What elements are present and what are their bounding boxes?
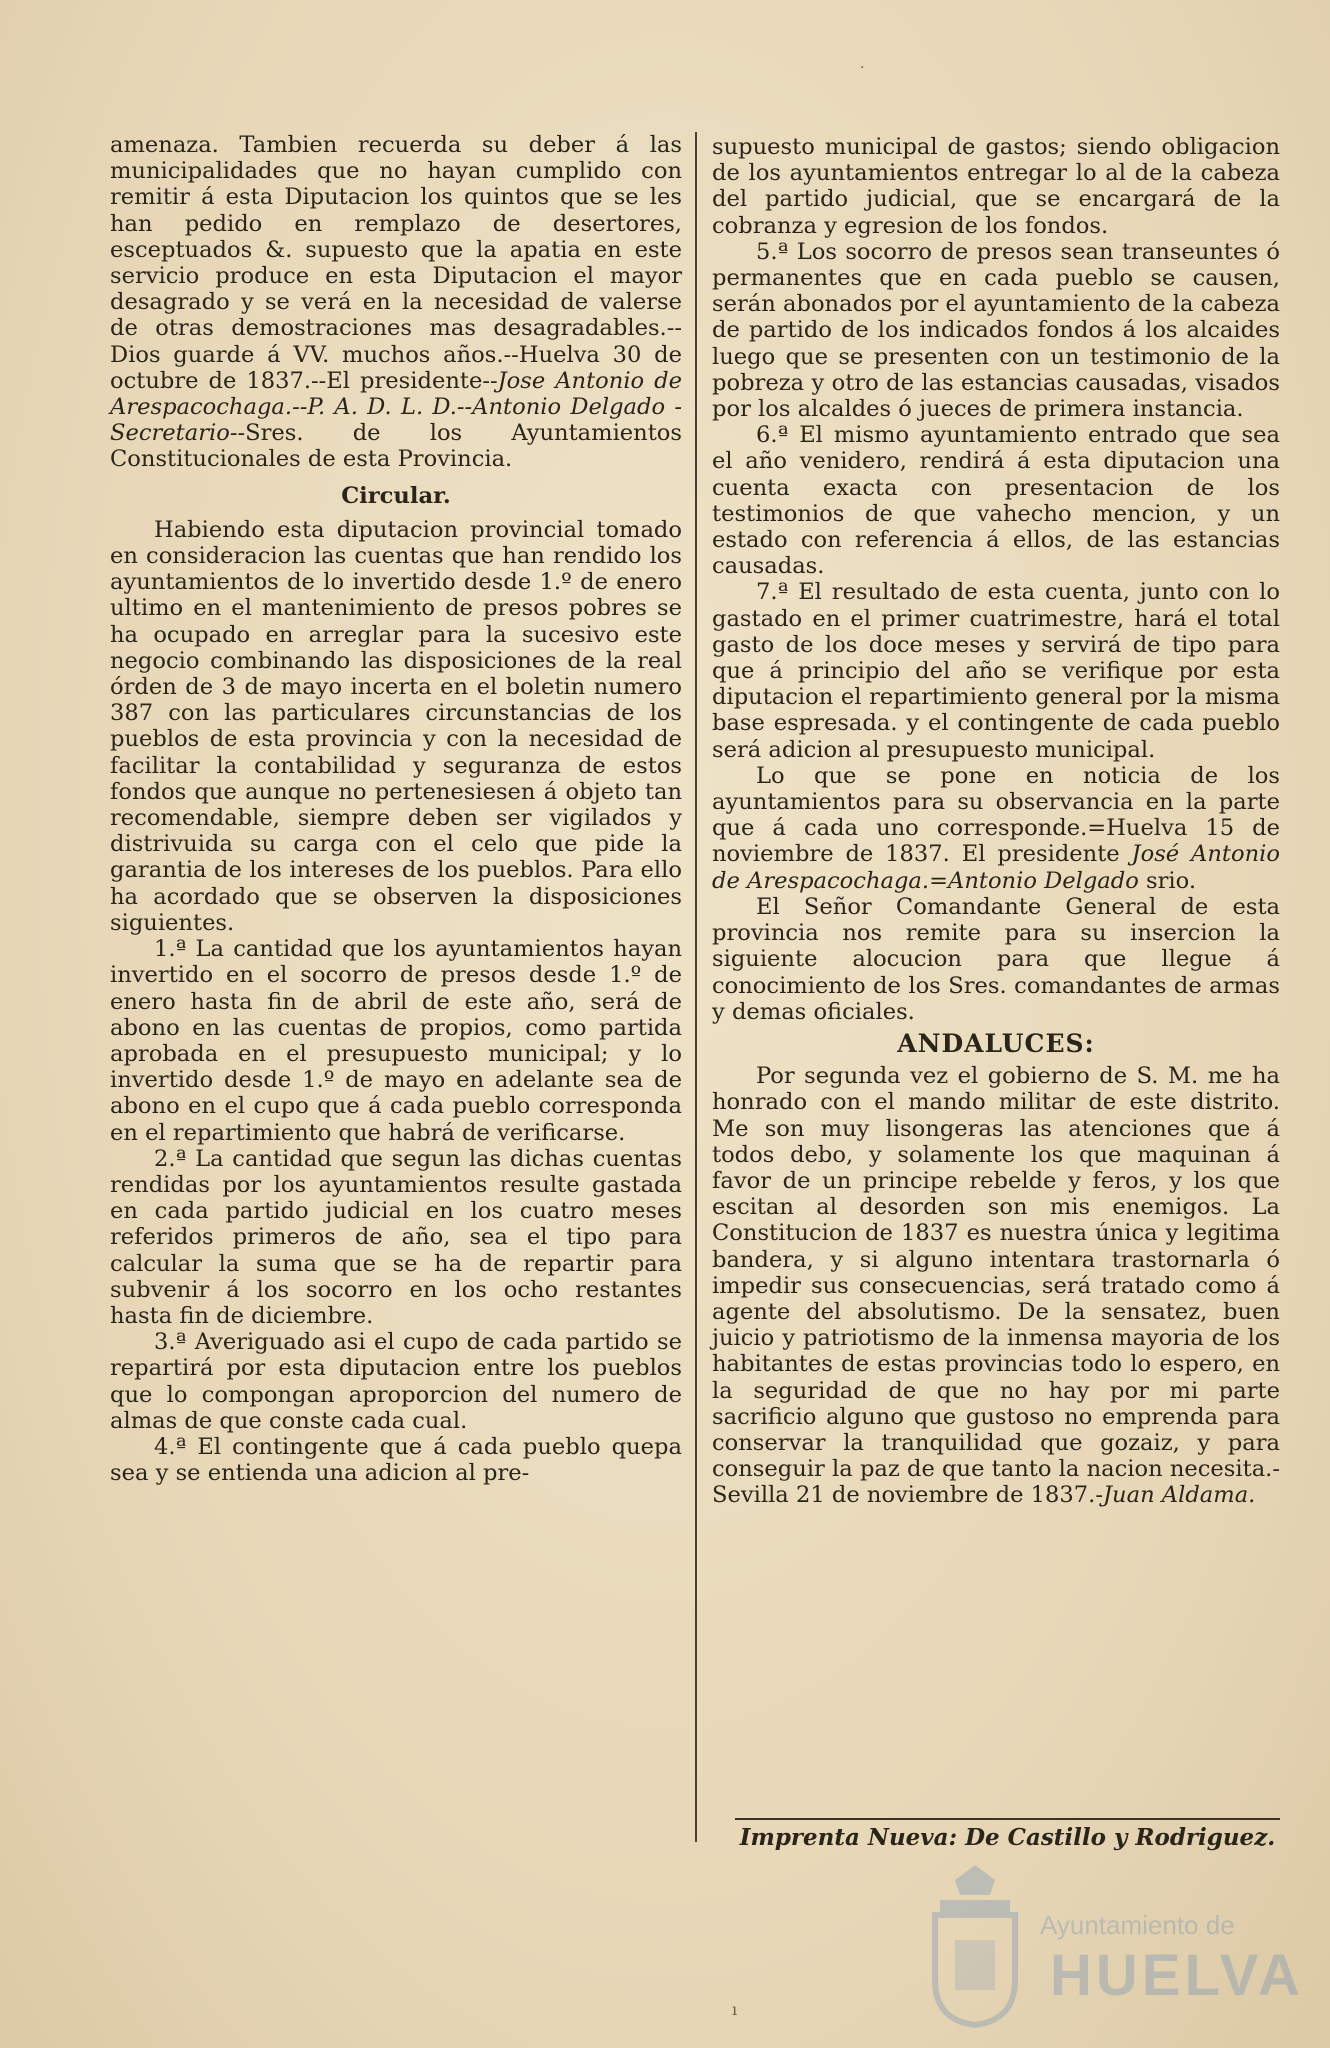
imprint-line: Imprenta Nueva: De Castillo y Rodriguez. [739,1824,1276,1851]
watermark [920,1850,1320,2040]
paragraph [712,763,1280,894]
watermark-line: Ayuntamiento de [1040,1910,1235,1940]
watermark-title: HUELVA [1050,1943,1304,2008]
paragraph: 1.ª La cantidad que los ayuntamientos hayan invertido en el socorro de presos desde 1.º de enero hasta fin de abril de este año, será de abono en las cuentas de propios, como partida aprobada en el presupuesto municipal; y lo invertido desde 1.º de mayo en adelante sea de abono en el cupo que á cada pueblo corresponda en el repartimiento que habrá de verificarse. [110,936,682,1146]
right-column [712,134,1280,1509]
section-heading: ANDALUCES: [897,1028,1095,1058]
paragraph: 6.ª El mismo ayuntamiento entrado que sea el año venidero, rendirá á esta diputacion una cuenta exacta con presentacion de los testimonios de que vahecho mencion, y un estado con referencia á ellos, de las estancias causadas. [712,422,1280,580]
paragraph [110,132,682,473]
left-column [110,132,682,1486]
page-mark-bottom: ı [732,2000,738,2019]
section-heading: Circular. [341,482,451,509]
paragraph: supuesto municipal de gastos; siendo obligacion de los ayuntamientos entregar lo al de la cabeza del partido judicial, que se encargará de la cobranza y egresion de los fondos. [712,134,1280,239]
column-divider [695,132,697,1842]
paragraph: 5.ª Los socorro de presos sean transeuntes ó permanentes que en cada pueblo se causen, serán abonados por el ayuntamiento de la cabeza de partido de los indicados fondos á los alcaides luego que se presenten con un testimonio de la pobreza y otro de las estancias causadas, visados por los alcaldes ó jueces de primera instancia. [712,238,1280,423]
footer-rule [735,1818,1280,1820]
paragraph-text: amenaza. Tambien recuerda su deber á las municipalidades que no hayan cumplido con remitir á esta Diputacion los quintos que se les han pedido en remplazo de desertores, esceptuados &. supuesto que la apatia en este servicio produce en esta Diputacion el mayor desagrado y se verá en la necesidad de valerse de otras demostraciones mas desagradables.--Dios guarde á VV. muchos años.--Huelva 30 de octubre de 1837.--El presidente-- [110,132,682,394]
paragraph-text: Lo que se pone en noticia de los ayuntamientos para su observancia en la parte que á cada uno corresponde.=Huelva 15 de noviembre de 1837. El presidente [712,762,1280,868]
page-mark-top: · [860,60,865,76]
paragraph [712,1063,1280,1508]
paragraph: El Señor Comandante General de esta provincia nos remite para su insercion la siguiente alocucion para que llegue á conocimiento de los Sres. comandantes de armas y demas oficiales. [712,893,1280,1025]
paragraph-text: srio. [1138,867,1197,894]
paragraph-text: Sres. de los Ayuntamientos Constitucionales de esta Provincia. [110,420,682,473]
signature: Jose Antonio de Arespacochaga.--P. A. D. L. D.--Antonio Delgado -Secretario-- [110,367,682,447]
paragraph: 2.ª La cantidad que segun las dichas cuentas rendidas por los ayuntamientos resulte gastada en cada partido judicial en los cuatro meses referidos primeros de año, sea el tipo para calcular la suma que se ha de repartir para subvenir á los socorro en los ocho restantes hasta fin de diciembre. [110,1145,682,1329]
paragraph-text: Por segunda vez el gobierno de S. M. me ha honrado con el mando militar de este distrito. Me son muy lisongeras las atenciones que á todos debo, y solamente los que maquinan á favor de un principe rebelde y feros, y los que escitan al desorden son mis enemigos. La Constitucion de 1837 es nuestra única y legitima bandera, y si alguno intentara trastornarla ó impedir sus consecuencias, será tratado como á agente del absolutismo. De la sensatez, buen juicio y patriotismo de la inmensa mayoria de los habitantes de estas provincias todo lo espero, en la seguridad de que no hay por mi parte sacrificio alguno que gustoso no emprenda para conservar la tranquilidad que gozaiz, y para conseguir la paz de que tanto la nacion necesita.-Sevilla 21 de noviembre de 1837.- [712,1063,1280,1509]
paragraph: 4.ª El contingente que á cada pueblo quepa sea y se entienda una adicion al pre- [110,1433,682,1487]
coat-of-arms-icon [920,1860,1030,2030]
paragraph: 3.ª Averiguado asi el cupo de cada partido se repartirá por esta diputacion entre los pueblos que lo compongan aproporcion del numero de almas de que conste cada cual. [110,1329,682,1434]
paragraph: Habiendo esta diputacion provincial tomado en consideracion las cuentas que han rendido los ayuntamientos de lo invertido desde 1.º de enero ultimo en el mantenimiento de presos pobres se ha ocupado en arreglar para la sucesivo este negocio combinando las disposiciones de la real órden de 3 de mayo incerta en el boletin numero 387 con las particulares circunstancias de los pueblos de esta provincia y con la necesidad de facilitar la contabilidad y seguranza de estos fondos que aunque no pertenesiesen á objeto tan recomendable, siempre deben ser vigilados y distrivuida su carga con el celo que pide la garantia de los intereses de los pueblos. Para ello ha acordado que se observen la disposiciones siguientes. [110,516,682,936]
signature: Juan Aldama. [1102,1482,1256,1509]
signature: José Antonio de Arespacochaga.=Antonio Delgado [712,841,1280,894]
paragraph: 7.ª El resultado de esta cuenta, junto con lo gastado en el primer cuatrimestre, hará el total gasto de los doce meses y servirá de tipo para que á principio del año se verifique por esta diputacion el repartimiento general por la misma base espresada. y el contingente de cada pueblo será adicion al presupuesto municipal. [712,579,1280,763]
